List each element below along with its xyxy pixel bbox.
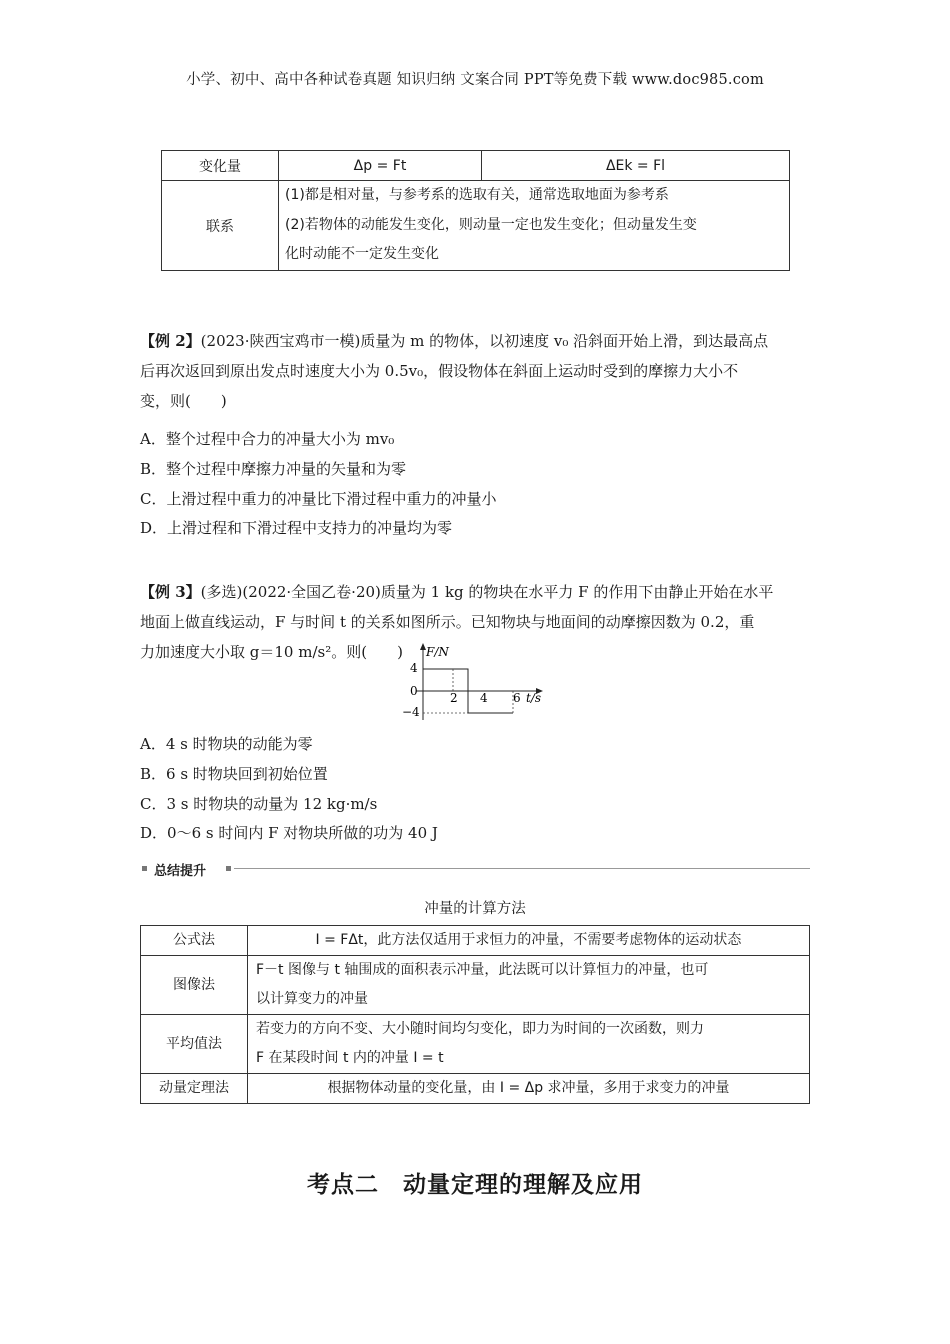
relation-line-3: 化时动能不一定发生变化 [285, 246, 439, 263]
example2-option-d: D．上滑过程和下滑过程中支持力的冲量均为零 [140, 519, 453, 538]
table1-label-change: 变化量 [162, 151, 279, 181]
y-tick-0: 0 [410, 684, 418, 698]
summary-bar [140, 858, 810, 880]
example3-line3: 力加速度大小取 g＝10 m/s²。则( ) [140, 642, 403, 661]
example2-option-c: C．上滑过程中重力的冲量比下滑过程中重力的冲量小 [140, 489, 497, 508]
summary-bullet-icon [142, 866, 147, 871]
x-tick-4: 4 [480, 691, 488, 705]
method-average-desc-line1: 若变力的方向不变、大小随时间均匀变化，即力为时间的一次函数，则力 [256, 1021, 704, 1037]
example2-tag: 【例 2】 [140, 332, 201, 350]
example2-options [140, 425, 496, 544]
method-average-desc-line2: F 在某段时间 t 内的冲量 I = t [256, 1050, 444, 1066]
table1-energy-change: ΔEk = Fl [482, 151, 790, 181]
method-theorem: 动量定理法 [141, 1074, 248, 1104]
x-tick-6: 6 [513, 691, 521, 705]
method-average-desc [248, 1015, 810, 1074]
force-time-graph [398, 640, 548, 726]
y-axis-label: F/N [426, 645, 449, 659]
method-formula-desc [248, 926, 810, 956]
x-axis-label: t/s [526, 691, 542, 705]
method-formula-desc-line1: I = FΔt，此方法仅适用于求恒力的冲量，不需要考虑物体的运动状态 [315, 932, 742, 948]
summary-bullet-end-icon [226, 866, 231, 871]
example2-line3: 变，则( ) [140, 391, 227, 410]
summary-divider [234, 868, 810, 869]
method-formula: 公式法 [141, 926, 248, 956]
example2-option-a: A．整个过程中合力的冲量大小为 mv₀ [140, 430, 395, 448]
table1-relation-cell [279, 181, 790, 271]
summary-title: 总结提升 [154, 864, 207, 879]
example3-option-d: D．0～6 s 时间内 F 对物块所做的功为 40 J [140, 824, 438, 843]
example2-line1: (2023·陕西宝鸡市一模)质量为 m 的物体，以初速度 v₀ 沿斜面开始上滑，到达最高点 [200, 332, 769, 350]
example3-line1: (多选)(2022·全国乙卷·20)质量为 1 kg 的物块在水平力 F 的作用下由静止开始在水平 [200, 583, 774, 601]
example3-option-b: B．6 s 时物块回到初始位置 [140, 764, 328, 783]
page-header: 小学、初中、高中各种试卷真题 知识归纳 文案合同 PPT等免费下载 www.doc985.com [186, 72, 764, 88]
method-theorem-desc [248, 1074, 810, 1104]
example3-line2: 地面上做直线运动，F 与时间 t 的关系如图所示。已知物块与地面间的动摩擦因数为 0.2，重 [140, 612, 755, 631]
x-tick-2: 2 [450, 691, 458, 705]
y-tick-neg4: −4 [402, 705, 420, 719]
comparison-table [161, 150, 790, 271]
example2-line2: 后再次返回到原出发点时速度大小为 0.5v₀，假设物体在斜面上运动时受到的摩擦力大小不 [140, 361, 739, 380]
method-graph-desc-line2: 以计算变力的冲量 [256, 991, 368, 1007]
methods-table [140, 925, 810, 1104]
example2-stem [140, 327, 810, 416]
table1-momentum-change: Δp = Ft [279, 151, 482, 181]
example2-option-b: B．整个过程中摩擦力冲量的矢量和为零 [140, 459, 407, 478]
method-theorem-desc-line1: 根据物体动量的变化量，由 I = Δp 求冲量，多用于求变力的冲量 [327, 1080, 730, 1096]
method-graph: 图像法 [141, 956, 248, 1015]
example3-option-a: A．4 s 时物块的动能为零 [140, 735, 313, 753]
section-title: 考点二 动量定理的理解及应用 [307, 1172, 643, 1198]
method-average: 平均值法 [141, 1015, 248, 1074]
relation-line-2: (2)若物体的动能发生变化，则动量一定也发生变化；但动量发生变 [285, 216, 697, 233]
table1-label-relation: 联系 [162, 181, 279, 271]
example3-options [140, 730, 438, 849]
y-tick-4: 4 [410, 661, 418, 675]
method-graph-desc-line1: F－t 图像与 t 轴围成的面积表示冲量，此法既可以计算恒力的冲量，也可 [256, 962, 709, 978]
relation-line-1: (1)都是相对量，与参考系的选取有关，通常选取地面为参考系 [285, 187, 669, 204]
example3-option-c: C．3 s 时物块的动量为 12 kg·m/s [140, 794, 378, 813]
method-graph-desc [248, 956, 810, 1015]
example3-tag: 【例 3】 [140, 583, 201, 601]
methods-table-title: 冲量的计算方法 [424, 901, 526, 917]
